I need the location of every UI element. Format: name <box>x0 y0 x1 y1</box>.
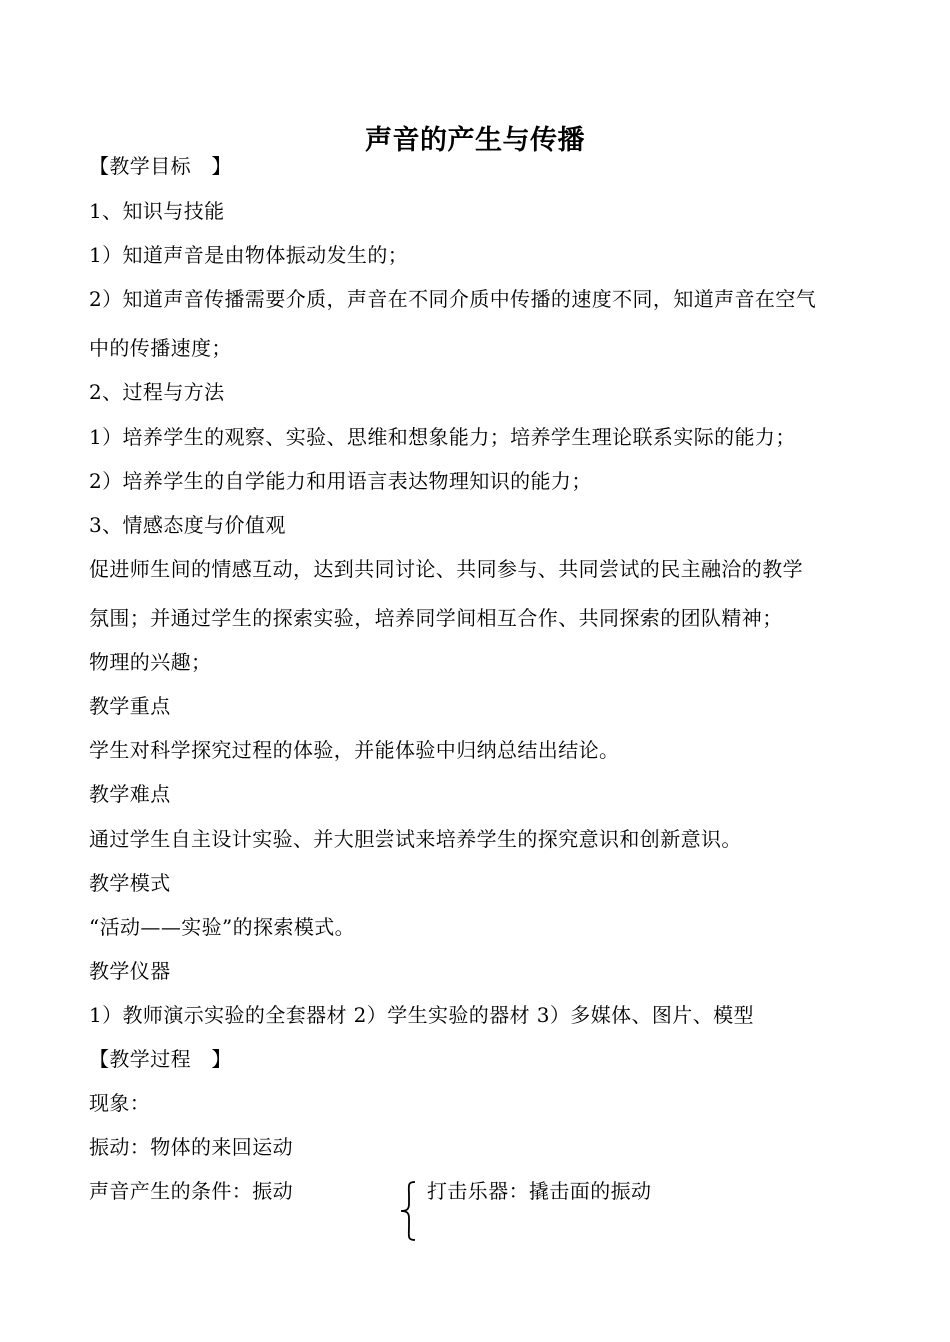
brace-item: 打击乐器：撬击面的振动 <box>427 1179 652 1203</box>
section-heading-process: 【教学过程 】 <box>89 1047 232 1071</box>
heading-instruments: 教学仪器 <box>89 959 171 983</box>
section-heading-objectives: 【教学目标 】 <box>89 154 232 178</box>
subheading-process-methods: 2、过程与方法 <box>89 380 225 404</box>
text-line: 振动：物体的来回运动 <box>89 1135 293 1159</box>
page-title: 声音的产生与传播 <box>365 125 585 156</box>
text-line: 1）培养学生的观察、实验、思维和想象能力；培养学生理论联系实际的能力； <box>89 425 796 449</box>
text-line: 中的传播速度； <box>89 336 232 360</box>
heading-teaching-mode: 教学模式 <box>89 871 171 895</box>
text-line: “活动——实验”的探索模式。 <box>89 915 356 939</box>
text-line: 促进师生间的情感互动，达到共同讨论、共同参与、共同尝试的民主融洽的教学 <box>89 557 803 581</box>
subheading-knowledge-skills: 1、知识与技能 <box>89 199 225 223</box>
text-line: 通过学生自主设计实验、并大胆尝试来培养学生的探究意识和创新意识。 <box>89 827 742 851</box>
curly-brace-icon <box>398 1180 418 1242</box>
text-line: 氛围；并通过学生的探索实验，培养同学间相互合作、共同探索的团队精神； <box>89 606 783 630</box>
text-line: 声音产生的条件：振动 <box>89 1179 293 1203</box>
heading-key-points: 教学重点 <box>89 694 171 718</box>
text-line: 2）知道声音传播需要介质，声音在不同介质中传播的速度不同，知道声音在空气 <box>89 287 817 311</box>
text-line: 2）培养学生的自学能力和用语言表达物理知识的能力； <box>89 469 592 493</box>
text-line: 学生对科学探究过程的体验，并能体验中归纳总结出结论。 <box>89 738 620 762</box>
text-line: 现象： <box>89 1091 151 1115</box>
heading-difficulties: 教学难点 <box>89 782 171 806</box>
subheading-attitudes-values: 3、情感态度与价值观 <box>89 513 286 537</box>
text-line: 物理的兴趣； <box>89 650 212 674</box>
text-line: 1）教师演示实验的全套器材 2）学生实验的器材 3）多媒体、图片、模型 <box>89 1003 754 1027</box>
text-line: 1）知道声音是由物体振动发生的； <box>89 243 409 267</box>
